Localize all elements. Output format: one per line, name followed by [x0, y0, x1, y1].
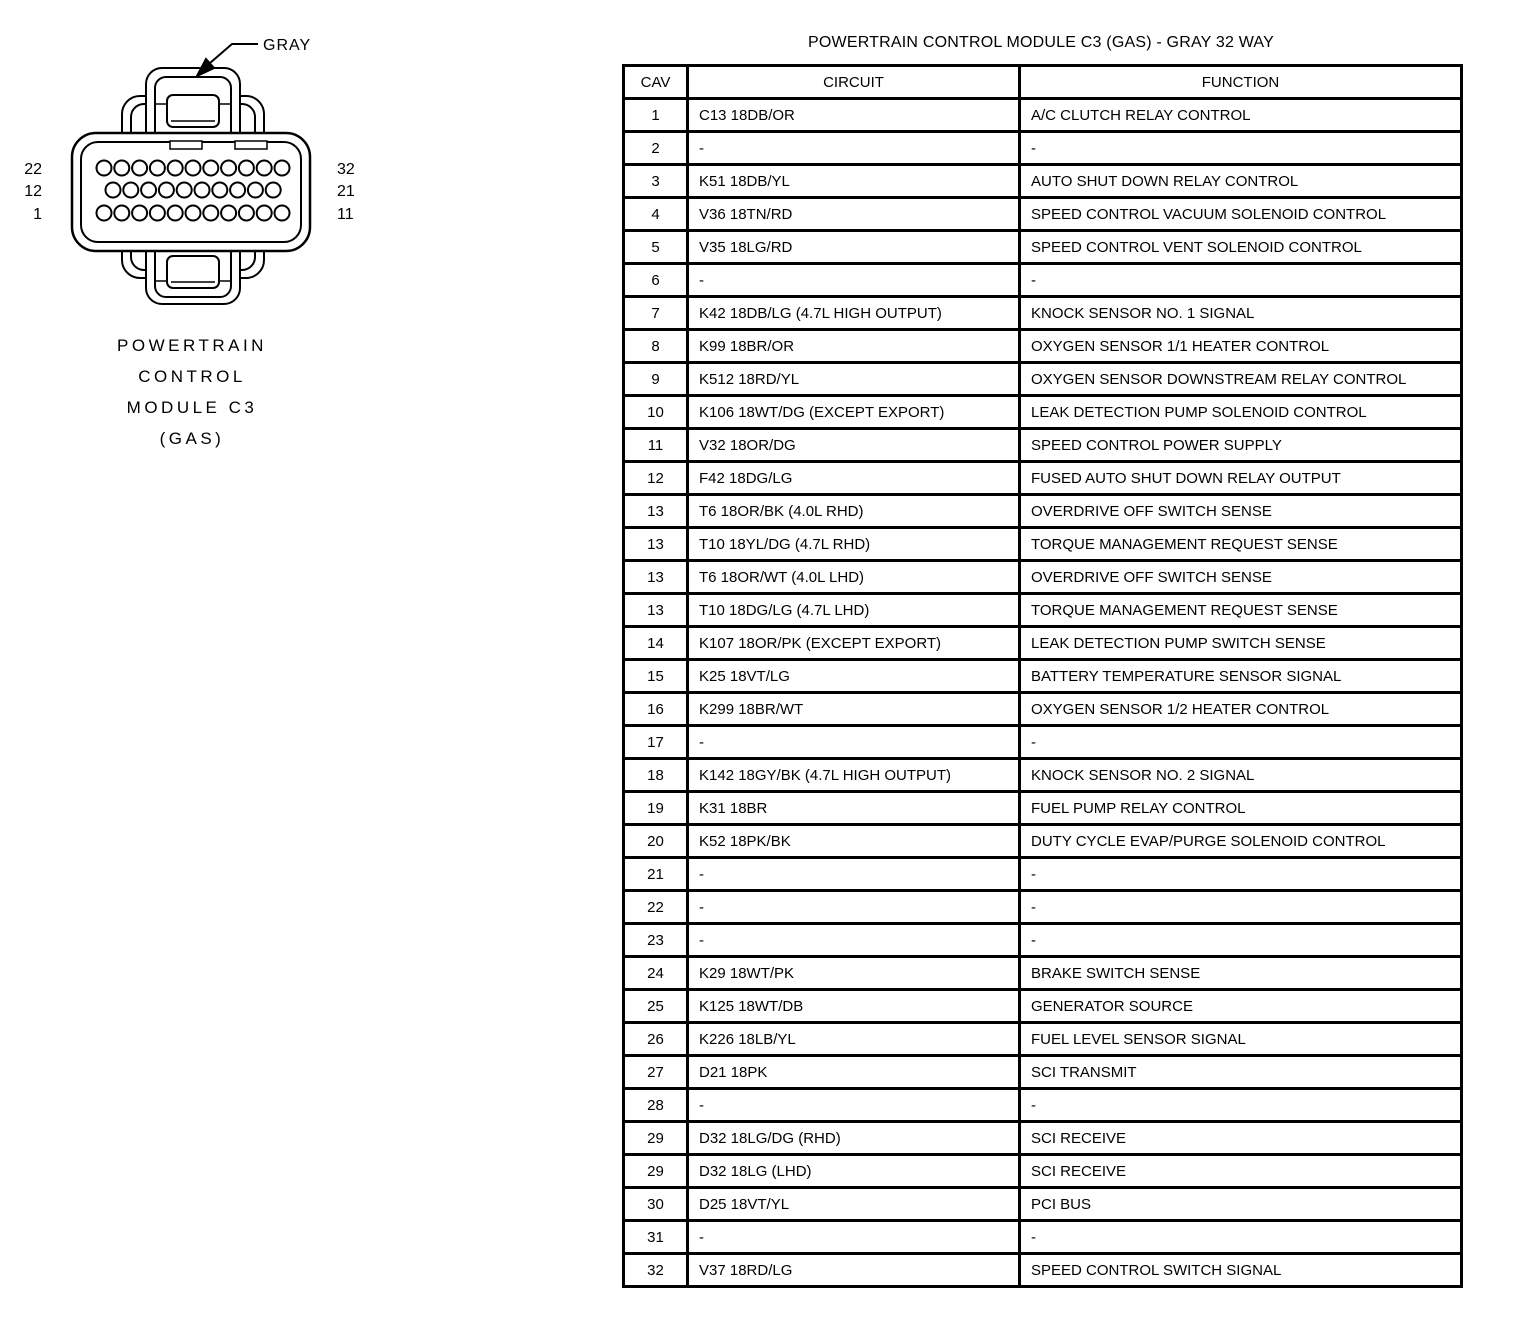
pin-circle: [230, 183, 245, 198]
cav-cell: 4: [624, 198, 688, 231]
pin-circle: [239, 161, 254, 176]
function-cell: OXYGEN SENSOR DOWNSTREAM RELAY CONTROL: [1020, 363, 1462, 396]
table-row: [624, 825, 1462, 858]
connector-caption-line: (GAS): [159, 429, 225, 448]
pin-circle: [203, 206, 218, 221]
table-row: [624, 330, 1462, 363]
table-row: [624, 1155, 1462, 1188]
table-row: [624, 1089, 1462, 1122]
circuit-cell: -: [688, 1089, 1020, 1122]
pin-circle: [150, 206, 165, 221]
cav-cell: 12: [624, 462, 688, 495]
function-cell: AUTO SHUT DOWN RELAY CONTROL: [1020, 165, 1462, 198]
function-cell: SCI RECEIVE: [1020, 1155, 1462, 1188]
cav-cell: 13: [624, 561, 688, 594]
table-row: [624, 1221, 1462, 1254]
table-row: [624, 792, 1462, 825]
circuit-cell: K142 18GY/BK (4.7L HIGH OUTPUT): [688, 759, 1020, 792]
function-cell: OVERDRIVE OFF SWITCH SENSE: [1020, 561, 1462, 594]
connector-caption-line: POWERTRAIN: [117, 336, 267, 355]
function-cell: A/C CLUTCH RELAY CONTROL: [1020, 99, 1462, 132]
table-row: [624, 627, 1462, 660]
circuit-cell: T10 18YL/DG (4.7L RHD): [688, 528, 1020, 561]
cav-cell: 8: [624, 330, 688, 363]
pin-circle: [114, 161, 129, 176]
pin-label-right-bottom: 11: [337, 206, 354, 223]
circuit-cell: -: [688, 858, 1020, 891]
pin-label-left-middle: 12: [24, 183, 42, 200]
table-row: [624, 132, 1462, 165]
function-cell: GENERATOR SOURCE: [1020, 990, 1462, 1023]
cav-cell: 14: [624, 627, 688, 660]
function-cell: -: [1020, 1221, 1462, 1254]
cav-cell: 5: [624, 231, 688, 264]
function-cell: -: [1020, 858, 1462, 891]
function-cell: OXYGEN SENSOR 1/1 HEATER CONTROL: [1020, 330, 1462, 363]
function-cell: -: [1020, 924, 1462, 957]
circuit-cell: K512 18RD/YL: [688, 363, 1020, 396]
table-title: POWERTRAIN CONTROL MODULE C3 (GAS) - GRAY 32 WAY: [808, 34, 1274, 51]
function-cell: KNOCK SENSOR NO. 2 SIGNAL: [1020, 759, 1462, 792]
function-cell: PCI BUS: [1020, 1188, 1462, 1221]
cav-cell: 13: [624, 528, 688, 561]
pin-label-left-top: 22: [24, 161, 42, 178]
circuit-cell: T10 18DG/LG (4.7L LHD): [688, 594, 1020, 627]
pin-circle: [132, 161, 147, 176]
circuit-cell: K99 18BR/OR: [688, 330, 1020, 363]
function-cell: SCI TRANSMIT: [1020, 1056, 1462, 1089]
pin-circle: [168, 206, 183, 221]
pin-circle: [186, 206, 201, 221]
table-row: [624, 924, 1462, 957]
cav-cell: 1: [624, 99, 688, 132]
gray-leader-line: [210, 44, 258, 63]
pin-circle: [221, 206, 236, 221]
pin-circle: [275, 206, 290, 221]
table-row: [624, 198, 1462, 231]
cav-cell: 10: [624, 396, 688, 429]
circuit-cell: K42 18DB/LG (4.7L HIGH OUTPUT): [688, 297, 1020, 330]
circuit-cell: -: [688, 264, 1020, 297]
function-cell: -: [1020, 891, 1462, 924]
function-cell: KNOCK SENSOR NO. 1 SIGNAL: [1020, 297, 1462, 330]
pin-label-right-middle: 21: [337, 183, 355, 200]
cav-cell: 32: [624, 1254, 688, 1287]
table-row: [624, 1122, 1462, 1155]
cav-cell: 24: [624, 957, 688, 990]
function-cell: DUTY CYCLE EVAP/PURGE SOLENOID CONTROL: [1020, 825, 1462, 858]
connector-caption-line: CONTROL: [138, 367, 246, 386]
circuit-cell: V36 18TN/RD: [688, 198, 1020, 231]
function-cell: SPEED CONTROL SWITCH SIGNAL: [1020, 1254, 1462, 1287]
circuit-cell: K51 18DB/YL: [688, 165, 1020, 198]
table-header-row: [624, 66, 1462, 99]
cav-cell: 15: [624, 660, 688, 693]
pin-circle: [257, 161, 272, 176]
function-cell: OVERDRIVE OFF SWITCH SENSE: [1020, 495, 1462, 528]
pin-circle: [239, 206, 254, 221]
pin-circle: [186, 161, 201, 176]
connector-caption: [76, 330, 308, 454]
pin-circle: [221, 161, 236, 176]
function-cell: BATTERY TEMPERATURE SENSOR SIGNAL: [1020, 660, 1462, 693]
table-row: [624, 429, 1462, 462]
circuit-cell: -: [688, 132, 1020, 165]
pin-circle: [97, 206, 112, 221]
cav-cell: 13: [624, 594, 688, 627]
circuit-cell: K25 18VT/LG: [688, 660, 1020, 693]
circuit-cell: K107 18OR/PK (EXCEPT EXPORT): [688, 627, 1020, 660]
circuit-cell: D21 18PK: [688, 1056, 1020, 1089]
table-row: [624, 297, 1462, 330]
circuit-cell: C13 18DB/OR: [688, 99, 1020, 132]
function-cell: SPEED CONTROL VENT SOLENOID CONTROL: [1020, 231, 1462, 264]
table-row: [624, 363, 1462, 396]
function-cell: LEAK DETECTION PUMP SWITCH SENSE: [1020, 627, 1462, 660]
circuit-cell: D32 18LG (LHD): [688, 1155, 1020, 1188]
cav-cell: 31: [624, 1221, 688, 1254]
table-row: [624, 231, 1462, 264]
pin-circle: [177, 183, 192, 198]
table-row: [624, 660, 1462, 693]
cav-cell: 19: [624, 792, 688, 825]
circuit-cell: V37 18RD/LG: [688, 1254, 1020, 1287]
table-row: [624, 1254, 1462, 1287]
cav-cell: 13: [624, 495, 688, 528]
function-cell: FUSED AUTO SHUT DOWN RELAY OUTPUT: [1020, 462, 1462, 495]
pin-circle: [141, 183, 156, 198]
table-row: [624, 528, 1462, 561]
function-cell: -: [1020, 726, 1462, 759]
cav-cell: 27: [624, 1056, 688, 1089]
connector-bottom-lock-slot: [167, 256, 219, 288]
circuit-cell: K226 18LB/YL: [688, 1023, 1020, 1056]
table-row: [624, 561, 1462, 594]
table-row: [624, 759, 1462, 792]
circuit-cell: -: [688, 924, 1020, 957]
table-row: [624, 396, 1462, 429]
pin-circle: [150, 161, 165, 176]
table-row: [624, 1056, 1462, 1089]
pin-circle: [114, 206, 129, 221]
circuit-cell: -: [688, 726, 1020, 759]
table-row: [624, 990, 1462, 1023]
function-cell: -: [1020, 132, 1462, 165]
table-row: [624, 264, 1462, 297]
pin-circle: [123, 183, 138, 198]
table-row: [624, 693, 1462, 726]
cav-cell: 22: [624, 891, 688, 924]
cav-cell: 23: [624, 924, 688, 957]
pin-label-right-top: 32: [337, 161, 355, 178]
pin-circle: [195, 183, 210, 198]
circuit-cell: D25 18VT/YL: [688, 1188, 1020, 1221]
cav-cell: 17: [624, 726, 688, 759]
pin-label-left-bottom: 1: [33, 206, 42, 223]
table-row: [624, 495, 1462, 528]
connector-caption-line: MODULE C3: [126, 398, 258, 417]
pin-circle: [212, 183, 227, 198]
cav-cell: 3: [624, 165, 688, 198]
pinout-table: [622, 64, 1463, 1288]
circuit-cell: K299 18BR/WT: [688, 693, 1020, 726]
cav-cell: 7: [624, 297, 688, 330]
function-cell: BRAKE SWITCH SENSE: [1020, 957, 1462, 990]
circuit-cell: K31 18BR: [688, 792, 1020, 825]
function-cell: -: [1020, 264, 1462, 297]
pin-circle: [106, 183, 121, 198]
col-header-cav: CAV: [624, 66, 688, 99]
circuit-cell: T6 18OR/WT (4.0L LHD): [688, 561, 1020, 594]
cav-cell: 18: [624, 759, 688, 792]
pinout-table-body: [624, 99, 1462, 1287]
pin-circle: [168, 161, 183, 176]
table-row: [624, 99, 1462, 132]
connector-index-notch-left: [170, 141, 202, 149]
cav-cell: 6: [624, 264, 688, 297]
table-row: [624, 891, 1462, 924]
table-row: [624, 1188, 1462, 1221]
circuit-cell: -: [688, 891, 1020, 924]
circuit-cell: K29 18WT/PK: [688, 957, 1020, 990]
table-row: [624, 165, 1462, 198]
function-cell: SPEED CONTROL VACUUM SOLENOID CONTROL: [1020, 198, 1462, 231]
cav-cell: 30: [624, 1188, 688, 1221]
cav-cell: 11: [624, 429, 688, 462]
cav-cell: 26: [624, 1023, 688, 1056]
circuit-cell: -: [688, 1221, 1020, 1254]
pin-circle: [97, 161, 112, 176]
cav-cell: 16: [624, 693, 688, 726]
pin-row-0: [97, 161, 290, 176]
pin-circle: [159, 183, 174, 198]
function-cell: SPEED CONTROL POWER SUPPLY: [1020, 429, 1462, 462]
pin-circle: [248, 183, 263, 198]
cav-cell: 9: [624, 363, 688, 396]
cav-cell: 29: [624, 1122, 688, 1155]
cav-cell: 20: [624, 825, 688, 858]
col-header-circuit: CIRCUIT: [688, 66, 1020, 99]
circuit-cell: V32 18OR/DG: [688, 429, 1020, 462]
function-cell: OXYGEN SENSOR 1/2 HEATER CONTROL: [1020, 693, 1462, 726]
table-row: [624, 462, 1462, 495]
cav-cell: 25: [624, 990, 688, 1023]
cav-cell: 28: [624, 1089, 688, 1122]
function-cell: FUEL LEVEL SENSOR SIGNAL: [1020, 1023, 1462, 1056]
table-row: [624, 594, 1462, 627]
function-cell: LEAK DETECTION PUMP SOLENOID CONTROL: [1020, 396, 1462, 429]
pin-row-2: [97, 206, 290, 221]
function-cell: TORQUE MANAGEMENT REQUEST SENSE: [1020, 594, 1462, 627]
function-cell: TORQUE MANAGEMENT REQUEST SENSE: [1020, 528, 1462, 561]
circuit-cell: K125 18WT/DB: [688, 990, 1020, 1023]
circuit-cell: K106 18WT/DG (EXCEPT EXPORT): [688, 396, 1020, 429]
function-cell: FUEL PUMP RELAY CONTROL: [1020, 792, 1462, 825]
circuit-cell: K52 18PK/BK: [688, 825, 1020, 858]
table-row: [624, 957, 1462, 990]
table-row: [624, 858, 1462, 891]
table-row: [624, 726, 1462, 759]
circuit-cell: T6 18OR/BK (4.0L RHD): [688, 495, 1020, 528]
circuit-cell: D32 18LG/DG (RHD): [688, 1122, 1020, 1155]
table-row: [624, 1023, 1462, 1056]
function-cell: SCI RECEIVE: [1020, 1122, 1462, 1155]
connector-index-notch-right: [235, 141, 267, 149]
connector-top-lock-slot: [167, 95, 219, 127]
pin-circle: [257, 206, 272, 221]
pin-circle: [203, 161, 218, 176]
pin-circle: [275, 161, 290, 176]
pin-circle: [132, 206, 147, 221]
cav-cell: 2: [624, 132, 688, 165]
function-cell: -: [1020, 1089, 1462, 1122]
col-header-function: FUNCTION: [1020, 66, 1462, 99]
pin-circle: [266, 183, 281, 198]
cav-cell: 21: [624, 858, 688, 891]
circuit-cell: V35 18LG/RD: [688, 231, 1020, 264]
cav-cell: 29: [624, 1155, 688, 1188]
circuit-cell: F42 18DG/LG: [688, 462, 1020, 495]
connector-color-label: GRAY: [263, 37, 312, 54]
